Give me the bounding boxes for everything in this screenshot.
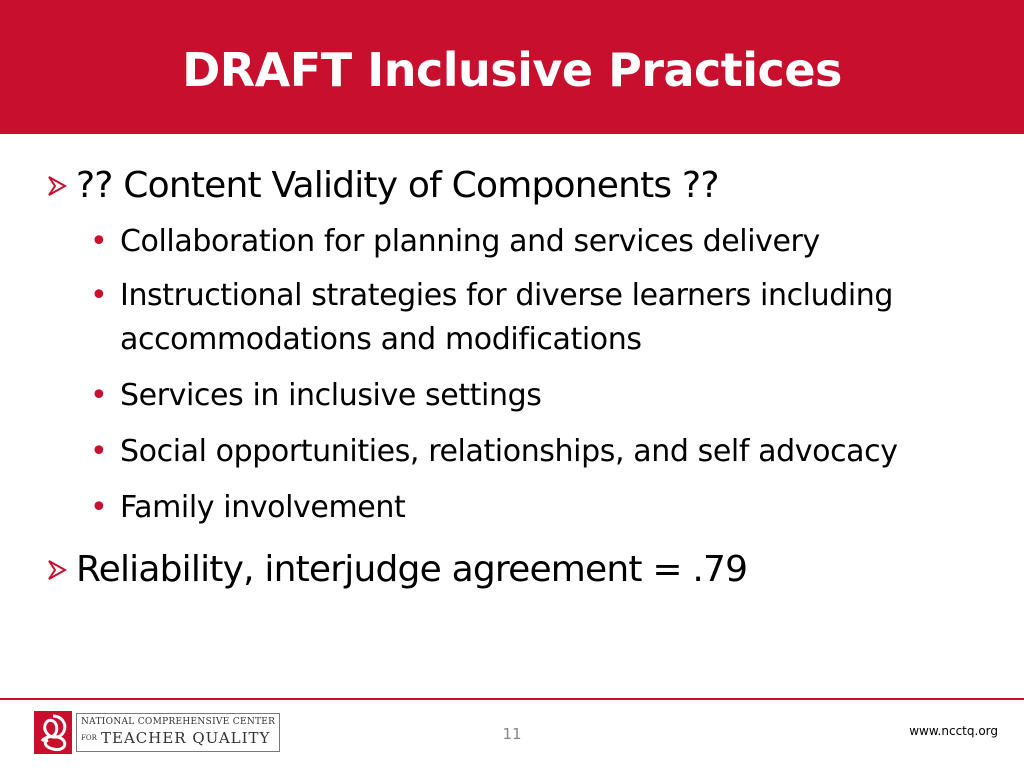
red-dot-bullet-icon: •	[90, 490, 108, 525]
red-dot-bullet-icon: •	[90, 434, 108, 469]
arrow-bullet-icon	[46, 559, 68, 581]
logo-for: FOR	[81, 734, 97, 742]
footer-divider	[0, 698, 1024, 700]
logo-line2: TEACHER QUALITY	[101, 729, 271, 747]
slide-content	[46, 158, 996, 598]
title-bar	[0, 0, 1024, 134]
arrow-bullet-icon	[46, 175, 68, 197]
bullet-level2	[46, 430, 996, 474]
bullet-level2	[46, 374, 996, 418]
bullet-level1	[46, 158, 996, 214]
celtic-knot-logo-icon	[34, 711, 72, 754]
bullet-level1	[46, 542, 996, 598]
sub-bullet-text: Collaboration for planning and services delivery	[120, 224, 820, 259]
bullet-text: ?? Content Validity of Components ??	[76, 165, 719, 206]
bullet-level2	[46, 274, 996, 362]
bullet-text: Reliability, interjudge agreement = .79	[76, 549, 748, 590]
sub-bullet-text: Instructional strategies for diverse learners including accommodations and modifications	[120, 278, 894, 357]
slide-title: DRAFT Inclusive Practices	[182, 43, 842, 97]
bullet-level2	[46, 486, 996, 530]
logo-line1: NATIONAL COMPREHENSIVE CENTER	[81, 717, 276, 727]
red-dot-bullet-icon: •	[90, 378, 108, 413]
sub-bullet-text: Family involvement	[120, 490, 406, 525]
logo-text-box	[76, 713, 280, 752]
bullet-level2	[46, 220, 996, 264]
page-number: 11	[502, 725, 522, 743]
footer-url: www.ncctq.org	[909, 724, 998, 738]
sub-bullet-text: Services in inclusive settings	[120, 378, 542, 413]
sub-bullet-text: Social opportunities, relationships, and self advocacy	[120, 434, 898, 469]
ncctq-logo	[34, 711, 282, 754]
red-dot-bullet-icon: •	[90, 224, 108, 259]
red-dot-bullet-icon: •	[90, 278, 108, 313]
